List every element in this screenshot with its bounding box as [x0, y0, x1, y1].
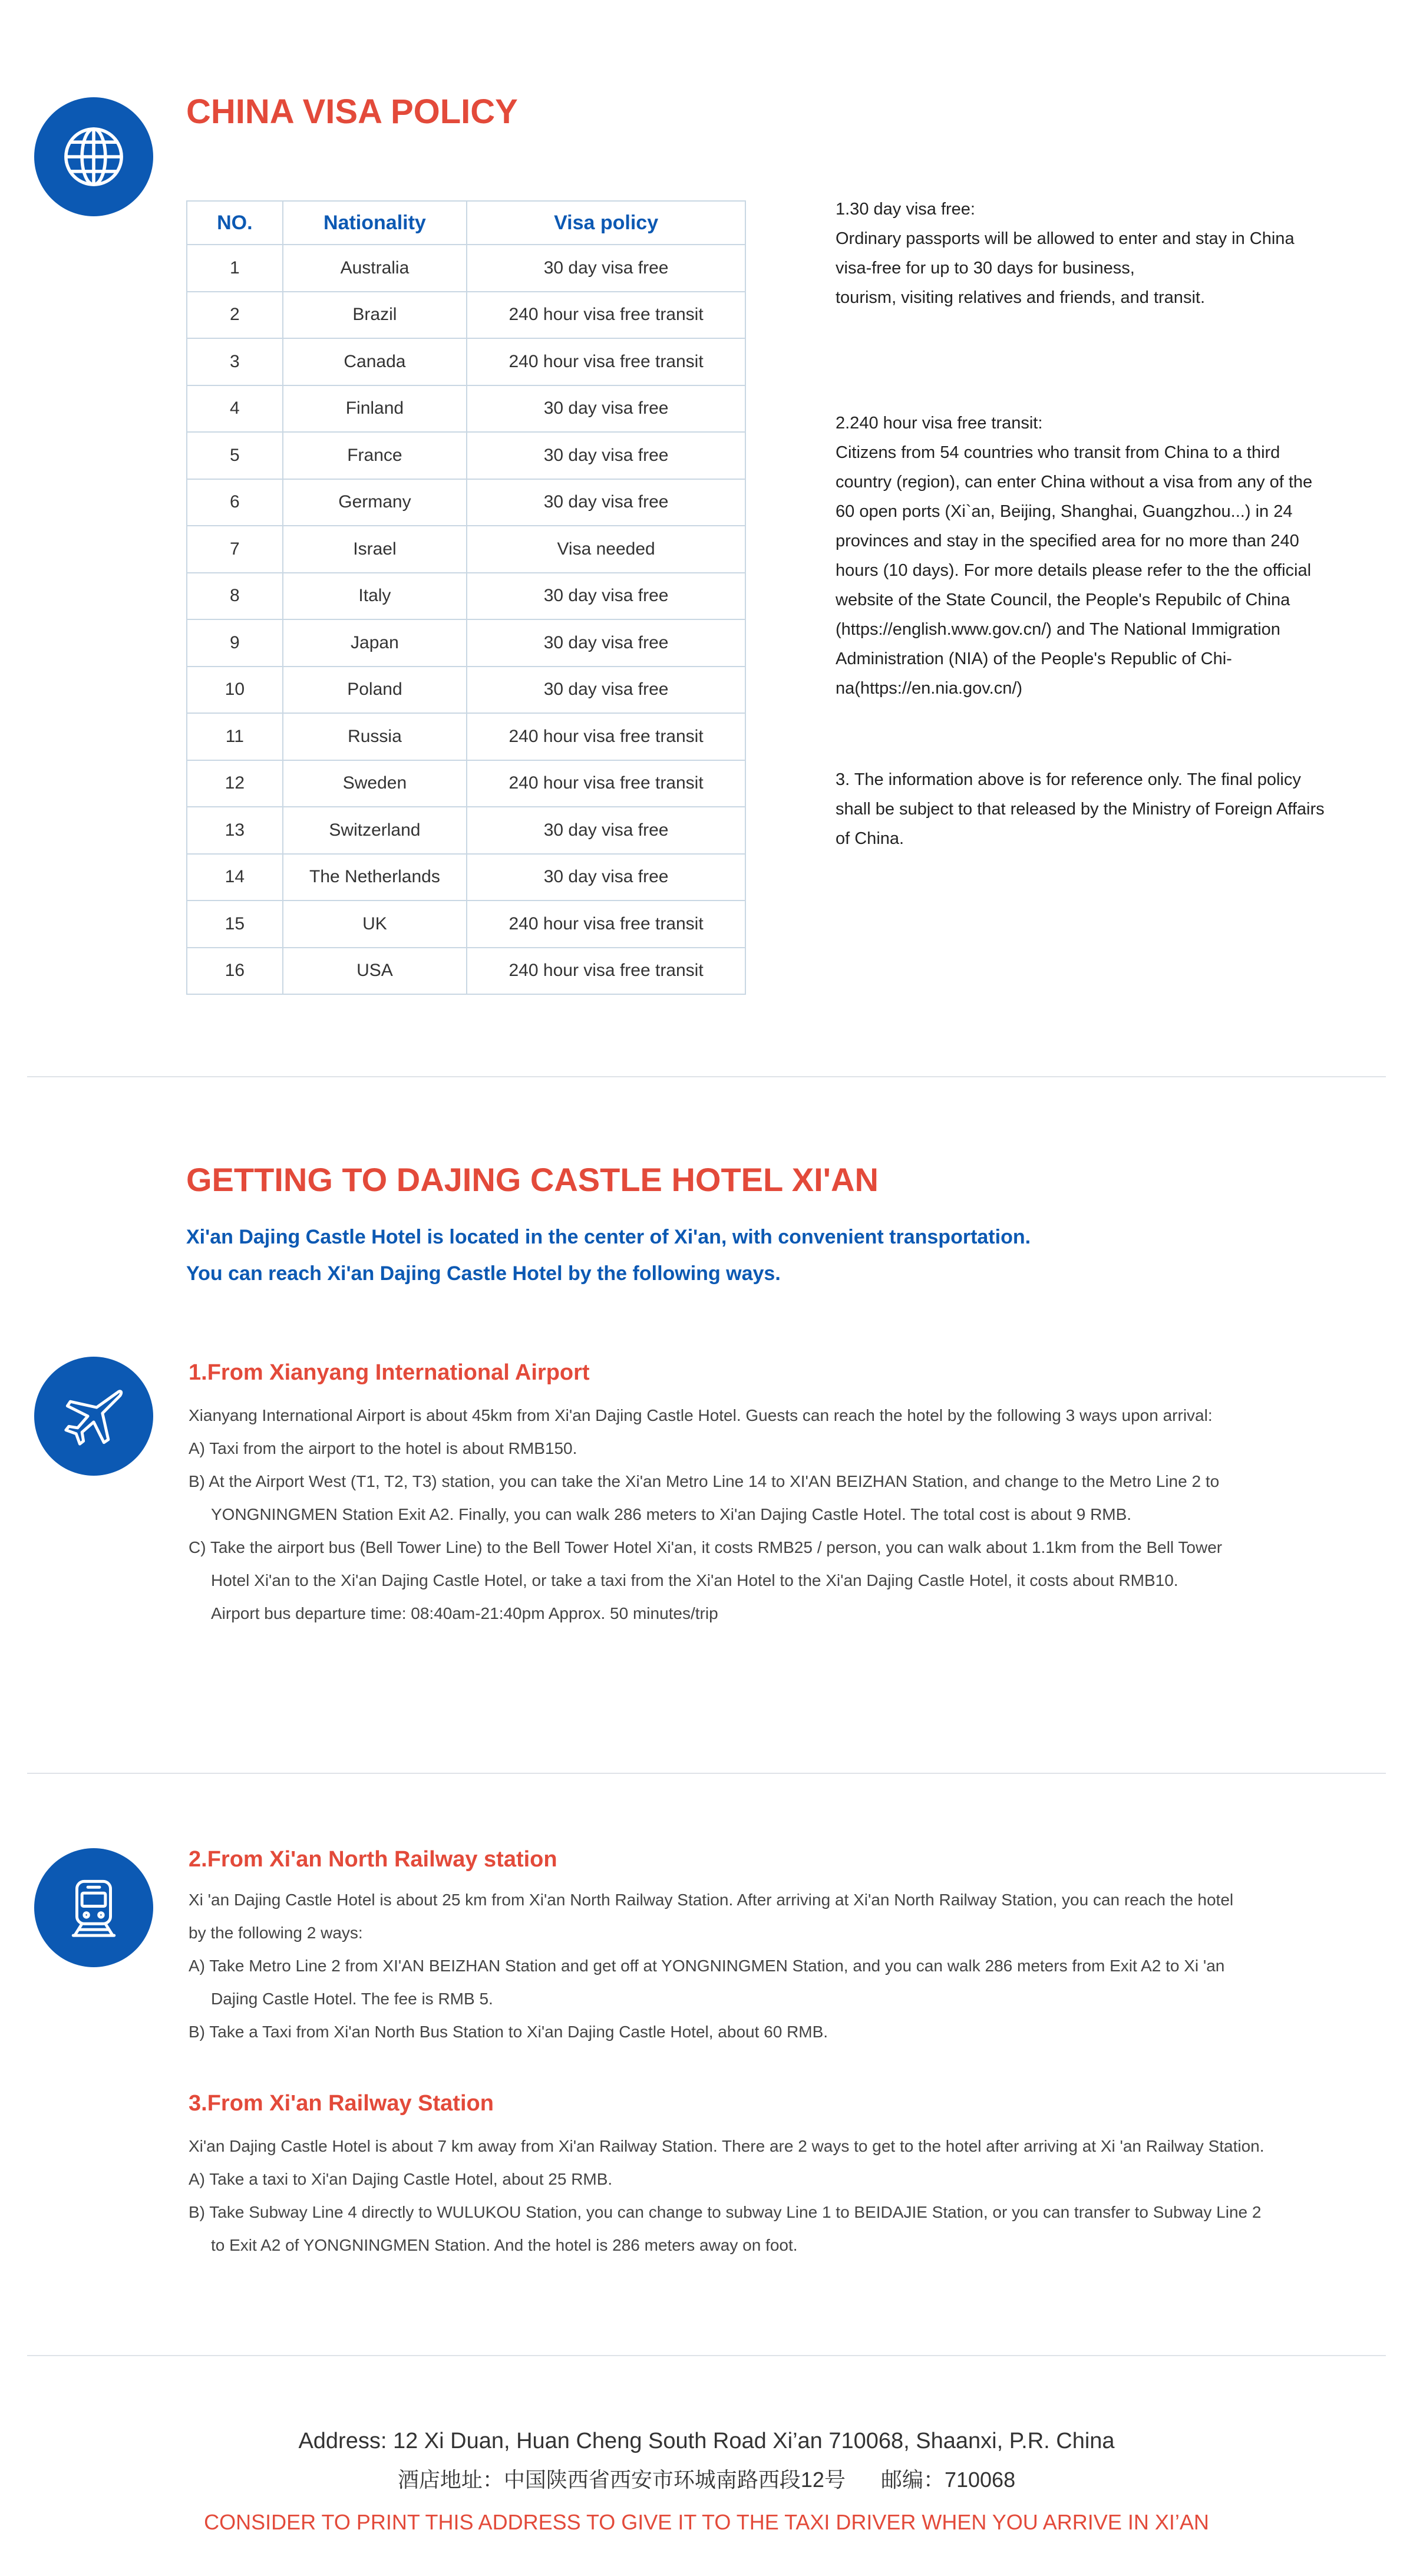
table-row [187, 526, 745, 573]
nationality-cell: Sweden [283, 760, 467, 807]
north-intro: Xi 'an Dajing Castle Hotel is about 25 km from Xi'an North Railway Station. After arriving at Xi'an North Railway Station, you can reach the hotel [189, 1891, 1234, 1909]
getting-to-subtitle-2: You can reach Xi'an Dajing Castle Hotel by the following ways. [186, 1262, 781, 1285]
railway-option-b-cont: to Exit A2 of YONGNINGMEN Station. And the hotel is 286 meters away on foot. [211, 2236, 798, 2254]
airport-option-c-cont: Hotel Xi'an to the Xi'an Dajing Castle Hotel, or take a taxi from the Xi'an Hotel to the Xi'an Dajing Castle Hotel, it costs about RMB10. [211, 1571, 1178, 1589]
section-divider [27, 2355, 1386, 2356]
north-intro-cont: by the following 2 ways: [189, 1924, 363, 1942]
table-row [187, 760, 745, 807]
note-line: 60 open ports (Xi`an, Beijing, Shanghai, Guangzhou...) in 24 [836, 502, 1293, 521]
table-row [187, 385, 745, 433]
note-line: 2.240 hour visa free transit: [836, 414, 1043, 433]
airport-bus-time: Airport bus departure time: 08:40am-21:40pm Approx. 50 minutes/trip [211, 1604, 718, 1622]
table-row [187, 573, 745, 620]
note-line: shall be subject to that released by the Ministry of Foreign Affairs [836, 800, 1325, 819]
visa-policy-cell: 240 hour visa free transit [467, 338, 745, 385]
nationality-cell: Australia [283, 245, 467, 292]
railway-option-a: A) Take a taxi to Xi'an Dajing Castle Hotel, about 25 RMB. [189, 2170, 613, 2188]
visa-policy-cell: Visa needed [467, 526, 745, 573]
train-icon [34, 1848, 153, 1967]
airport-section-body [189, 1399, 1361, 1630]
north-option-a-cont: Dajing Castle Hotel. The fee is RMB 5. [211, 1990, 493, 2008]
getting-to-subtitle-1: Xi'an Dajing Castle Hotel is located in the center of Xi'an, with convenient transportation. [186, 1226, 1031, 1248]
row-number: 13 [187, 807, 283, 854]
table-row [187, 667, 745, 714]
note-line: hours (10 days). For more details please refer to the the official [836, 561, 1312, 580]
visa-policy-cell: 240 hour visa free transit [467, 901, 745, 948]
globe-icon [34, 97, 153, 216]
note-line: visa-free for up to 30 days for business, [836, 259, 1135, 278]
table-row [187, 338, 745, 385]
row-number: 6 [187, 479, 283, 526]
note-line: 1.30 day visa free: [836, 200, 975, 219]
table-header-row [187, 201, 745, 245]
row-number: 3 [187, 338, 283, 385]
nationality-cell: Canada [283, 338, 467, 385]
table-row [187, 901, 745, 948]
row-number: 5 [187, 432, 283, 479]
row-number: 8 [187, 573, 283, 620]
table-row [187, 854, 745, 901]
row-number: 2 [187, 292, 283, 339]
north-option-a: A) Take Metro Line 2 from XI'AN BEIZHAN Station and get off at YONGNINGMEN Station, and you can walk 286 meters from Exit A2 to Xi 'an [189, 1957, 1225, 1975]
taxi-driver-notice: CONSIDER TO PRINT THIS ADDRESS TO GIVE IT TO THE TAXI DRIVER WHEN YOU ARRIVE IN XI’AN [204, 2510, 1209, 2534]
visa-policy-cell: 30 day visa free [467, 854, 745, 901]
airport-option-a: A) Taxi from the airport to the hotel is about RMB150. [189, 1439, 577, 1457]
railway-station-body [189, 2130, 1361, 2262]
table-row [187, 479, 745, 526]
table-row [187, 619, 745, 667]
table-row [187, 245, 745, 292]
column-header-visa-policy: Visa policy [467, 201, 745, 245]
row-number: 11 [187, 713, 283, 760]
visa-policy-table [186, 200, 746, 995]
note-line: Administration (NIA) of the People's Republic of Chi- [836, 649, 1232, 668]
visa-policy-cell: 240 hour visa free transit [467, 948, 745, 995]
note-line: tourism, visiting relatives and friends, and transit. [836, 288, 1205, 307]
visa-policy-title: CHINA VISA POLICY [186, 93, 518, 131]
note-line: na(https://en.nia.gov.cn/) [836, 679, 1023, 698]
note-line: Citizens from 54 countries who transit from China to a third [836, 443, 1280, 462]
note-line: of China. [836, 829, 904, 848]
nationality-cell: Japan [283, 619, 467, 667]
table-row [187, 713, 745, 760]
row-number: 4 [187, 385, 283, 433]
table-row [187, 292, 745, 339]
airplane-icon [34, 1357, 153, 1476]
visa-policy-cell: 240 hour visa free transit [467, 760, 745, 807]
visa-note-disclaimer [836, 765, 1384, 853]
visa-policy-cell: 30 day visa free [467, 807, 745, 854]
visa-policy-cell: 30 day visa free [467, 667, 745, 714]
row-number: 16 [187, 948, 283, 995]
row-number: 14 [187, 854, 283, 901]
table-row [187, 432, 745, 479]
hotel-address-chinese: 酒店地址：中国陕西省西安市环城南路西段12号 邮编：710068 [397, 2468, 1016, 2492]
note-line: provinces and stay in the specified area for no more than 240 [836, 532, 1299, 550]
nationality-cell: The Netherlands [283, 854, 467, 901]
hotel-address-english: Address: 12 Xi Duan, Huan Cheng South Road Xi’an 710068, Shaanxi, P.R. China [298, 2429, 1115, 2453]
row-number: 10 [187, 667, 283, 714]
visa-policy-cell: 240 hour visa free transit [467, 713, 745, 760]
visa-note-30-day [836, 194, 1384, 312]
row-number: 15 [187, 901, 283, 948]
airport-option-b: B) At the Airport West (T1, T2, T3) station, you can take the Xi'an Metro Line 14 to XI'AN BEIZHAN Station, and change to the Metro Line 2 to [189, 1472, 1220, 1490]
note-line: Ordinary passports will be allowed to enter and stay in China [836, 229, 1295, 248]
nationality-cell: Brazil [283, 292, 467, 339]
nationality-cell: USA [283, 948, 467, 995]
airport-option-b-cont: YONGNINGMEN Station Exit A2. Finally, you can walk 286 meters to Xi'an Dajing Castle Hotel. The total cost is about 9 RMB. [211, 1505, 1132, 1523]
nationality-cell: Switzerland [283, 807, 467, 854]
nationality-cell: France [283, 432, 467, 479]
row-number: 1 [187, 245, 283, 292]
visa-policy-cell: 30 day visa free [467, 385, 745, 433]
nationality-cell: Russia [283, 713, 467, 760]
row-number: 7 [187, 526, 283, 573]
north-railway-body [189, 1884, 1361, 2049]
nationality-cell: Germany [283, 479, 467, 526]
nationality-cell: Finland [283, 385, 467, 433]
row-number: 9 [187, 619, 283, 667]
getting-to-title: GETTING TO DAJING CASTLE HOTEL XI'AN [186, 1161, 879, 1198]
table-row [187, 807, 745, 854]
north-railway-title: 2.From Xi'an North Railway station [189, 1847, 557, 1872]
visa-policy-cell: 30 day visa free [467, 479, 745, 526]
note-line: website of the State Council, the People's Repubilc of China [836, 591, 1290, 609]
row-number: 12 [187, 760, 283, 807]
column-header-no: NO. [187, 201, 283, 245]
visa-policy-cell: 30 day visa free [467, 245, 745, 292]
airport-section-title: 1.From Xianyang International Airport [189, 1360, 590, 1385]
railway-option-b: B) Take Subway Line 4 directly to WULUKOU Station, you can change to subway Line 1 to BEIDAJIE Station, or you can transfer to Subway Line 2 [189, 2203, 1262, 2221]
visa-policy-cell: 30 day visa free [467, 432, 745, 479]
visa-note-240-hour [836, 408, 1384, 703]
note-line: (https://english.www.gov.cn/) and The National Immigration [836, 620, 1280, 639]
north-option-b: B) Take a Taxi from Xi'an North Bus Station to Xi'an Dajing Castle Hotel, about 60 RMB. [189, 2023, 828, 2041]
visa-policy-cell: 30 day visa free [467, 573, 745, 620]
section-divider [27, 1773, 1386, 1774]
column-header-nationality: Nationality [283, 201, 467, 245]
note-line: 3. The information above is for reference only. The final policy [836, 770, 1301, 789]
railway-station-title: 3.From Xi'an Railway Station [189, 2091, 494, 2116]
railway-intro: Xi'an Dajing Castle Hotel is about 7 km away from Xi'an Railway Station. There are 2 ways to get to the hotel after arriving at Xi 'an Railway Station. [189, 2137, 1265, 2155]
nationality-cell: Italy [283, 573, 467, 620]
nationality-cell: Israel [283, 526, 467, 573]
note-line: country (region), can enter China without a visa from any of the [836, 473, 1313, 492]
nationality-cell: UK [283, 901, 467, 948]
section-divider [27, 1076, 1386, 1077]
airport-intro: Xianyang International Airport is about 45km from Xi'an Dajing Castle Hotel. Guests can reach the hotel by the following 3 ways upon arrival: [189, 1406, 1213, 1424]
airport-option-c: C) Take the airport bus (Bell Tower Line) to the Bell Tower Hotel Xi'an, it costs RMB25 / person, you can walk about 1.1km from the Bell Tower [189, 1538, 1223, 1556]
nationality-cell: Poland [283, 667, 467, 714]
table-row [187, 948, 745, 995]
visa-policy-cell: 30 day visa free [467, 619, 745, 667]
visa-policy-cell: 240 hour visa free transit [467, 292, 745, 339]
